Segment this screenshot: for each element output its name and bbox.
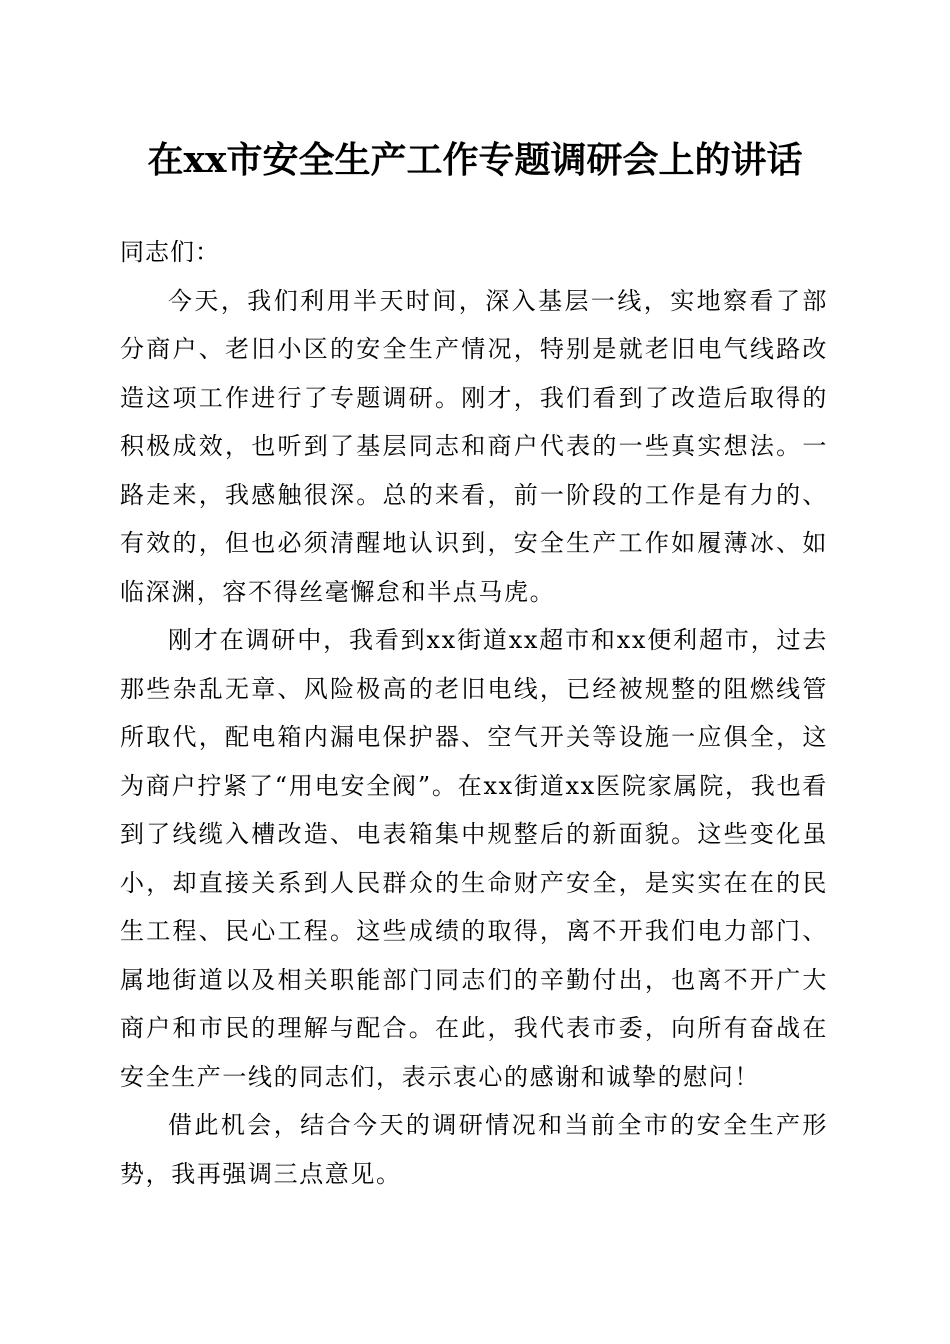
paragraph-3: 借此机会，结合今天的调研情况和当前全市的安全生产形势，我再强调三点意见。 bbox=[120, 1111, 828, 1188]
paragraph-1: 今天，我们利用半天时间，深入基层一线，实地察看了部分商户、老旧小区的安全生产情况，特别是就老旧电气线路改造这项工作进行了专题调研。刚才，我们看到了改造后取得的积极成效，也听到了基层同志和商户代表的一些真实想法。一路走来，我感触很深。总的来看，前一阶段的工作是有力的、有效的，但也必须清醒地认识到，安全生产工作如履薄冰、如临深渊，容不得丝毫懈怠和半点马虎。 bbox=[120, 286, 828, 606]
salutation: 同志们： bbox=[120, 238, 220, 266]
document-body bbox=[120, 228, 828, 1198]
paragraph-2: 刚才在调研中，我看到xx街道xx超市和xx便利超市，过去那些杂乱无章、风险极高的老旧电线，已经被规整的阻燃线管所取代，配电箱内漏电保护器、空气开关等设施一应俱全，这为商户拧紧了“用电安全阀”。在xx街道xx医院家属院，我也看到了线缆入槽改造、电表箱集中规整后的新面貌。这些变化虽小，却直接关系到人民群众的生命财产安全，是实实在在的民生工程、民心工程。这些成绩的取得，离不开我们电力部门、属地街道以及相关职能部门同志们的辛勤付出，也离不开广大商户和市民的理解与配合。在此，我代表市委，向所有奋战在安全生产一线的同志们，表示衷心的感谢和诚挚的慰问！ bbox=[120, 626, 828, 1091]
document-title: 在xx市安全生产工作专题调研会上的讲话 bbox=[147, 139, 803, 181]
